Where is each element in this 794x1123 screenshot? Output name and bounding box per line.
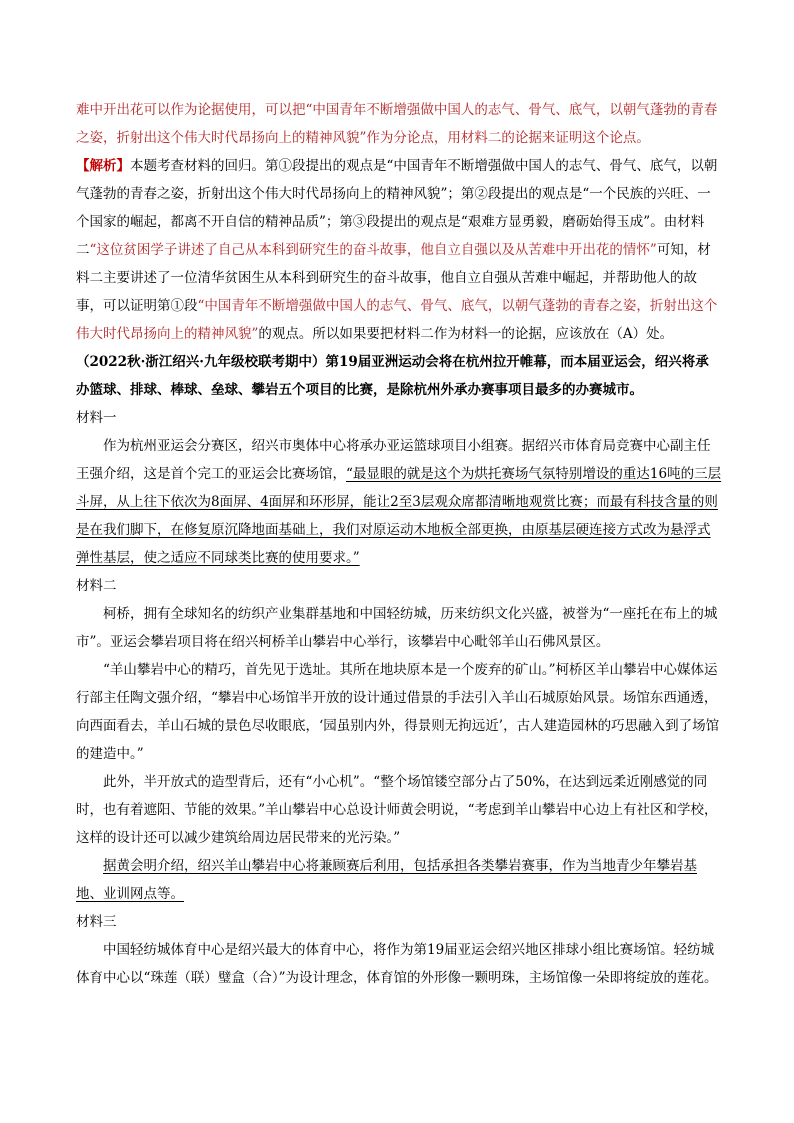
material-1-text: 作为杭州亚运会分赛区，绍兴市奥体中心将承办亚运篮球项目小组赛。据绍兴市体育局竞赛中心副主任王强介绍，这是首个完工的亚运会比赛场馆，	[76, 438, 711, 482]
analysis-text-a: 本题考查材料的回归。第①段提出的观点是“中国青年不断增强做中国人的志气、骨气、底气，以朝气蓬勃的青春之姿，折射出这个伟大时代昂扬向上的精神风貌”；第②段提出的观点是“一个民族的兴旺、一个国家的崛起，都离不开自信的精神品质”；第③段提出的观点是“艰难方显勇毅，磨砺始得玉成”。由材料二	[76, 158, 718, 258]
material-2-paragraph-4	[76, 852, 722, 908]
material-2-paragraph-3: 此外，半开放式的造型背后，还有“小心机”。“整个场馆镂空部分占了50%，在达到远柔近刚感觉的同时，也有着遮阳、节能的效果。”羊山攀岩中心总设计师黄会明说，“考虑到羊山攀岩中心边上有社区和学校，这样的设计还可以减少建筑给周边居民带来的光污染。”	[76, 774, 718, 846]
analysis-paragraph	[76, 152, 722, 348]
material-2-underlined-text: 据黄会明介绍，绍兴羊山攀岩中心将兼顾赛后利用，包括承担各类攀岩赛事，作为当地青少年攀岩基地、业训网点等。	[76, 858, 697, 902]
analysis-text-e: 的观点。所以如果要把材料二作为材料一的论据，应该放在（A）处。	[258, 326, 674, 342]
material-3-title: 材料三	[76, 914, 117, 930]
material-3-paragraph-1: 中国轻纺城体育中心是绍兴最大的体育中心，将作为第19届亚运会绍兴地区排球小组比赛场馆。轻纺城体育中心以“珠莲（联）璧盒（合）”为设计理念，体育馆的外形像一颗明珠，主场馆像一朵即将绽放的莲花。	[76, 942, 718, 986]
material-2-paragraph-2: “羊山攀岩中心的精巧，首先见于选址。其所在地块原本是一个废弃的矿山。”柯桥区羊山攀岩中心媒体运行部主任陶文强介绍，“攀岩中心场馆半开放的设计通过借景的手法引入羊山石城原始风景。场馆东西通透，向西面看去，羊山石城的景色尽收眼底，‘园虽别内外，得景则无拘远近’，古人建造园林的巧思融入到了场馆的建造中。”	[76, 662, 720, 762]
answer-text-end: 作为分论点，用材料二的论据来证明这个论点。	[366, 130, 650, 146]
material-1-paragraph	[76, 432, 722, 572]
answer-quote: “中国青年不断增强做中国人的志气、骨气、底气，以朝气蓬勃的青春之姿，折射出这个伟大时代昂扬向上的精神风貌”	[76, 102, 718, 146]
material-1-underlined-quote: “最显眼的就是这个为烘托赛场气氛特别增设的重达16吨的三层斗屏，从上往下依次为8面屏、4面屏和环形屏，能让2至3层观众席都清晰地观赏比赛；而最有科技含量的则是在我们脚下，在修复原沉降地面基础上，我们对原运动木地板全部更换，由原基层硬连接方式改为悬浮式弹性基层，使之适应不同球类比赛的使用要求。”	[76, 466, 722, 566]
material-1-title: 材料一	[76, 410, 117, 426]
document-body	[76, 96, 722, 992]
analysis-text-c: 可知，材料二主要讲述了一位清华贫困生从本科到研究生的奋斗故事，他自立自强从苦难中崛起，并帮助他人的故事，可以证明第①段	[76, 242, 711, 314]
material-2-title: 材料二	[76, 578, 117, 594]
analysis-quote-d: “中国青年不断增强做中国人的志气、骨气、底气，以朝气蓬勃的青春之姿，折射出这个伟大时代昂扬向上的精神风貌”	[76, 298, 718, 342]
question-intro: （2022秋·浙江绍兴·九年级校联考期中）第19届亚洲运动会将在杭州拉开帷幕，而本届亚运会，绍兴将承办篮球、排球、棒球、垒球、攀岩五个项目的比赛，是除杭州外承办赛事项目最多的办赛城市。	[76, 354, 709, 398]
answer-text: 难中开出花可以作为论据使用，可以把	[76, 102, 306, 118]
analysis-tag: 【解析】	[76, 158, 130, 174]
analysis-quote-b: “这位贫困学子讲述了自己从本科到研究生的奋斗故事，他自立自强以及从苦难中开出花的情怀”	[89, 242, 657, 258]
material-2-paragraph-1: 柯桥，拥有全球知名的纺织产业集群基地和中国轻纺城，历来纺织文化兴盛，被誉为“一座托在布上的城市”。亚运会攀岩项目将在绍兴柯桥羊山攀岩中心举行，该攀岩中心毗邻羊山石佛风景区。	[76, 606, 718, 650]
answer-paragraph	[76, 96, 722, 152]
